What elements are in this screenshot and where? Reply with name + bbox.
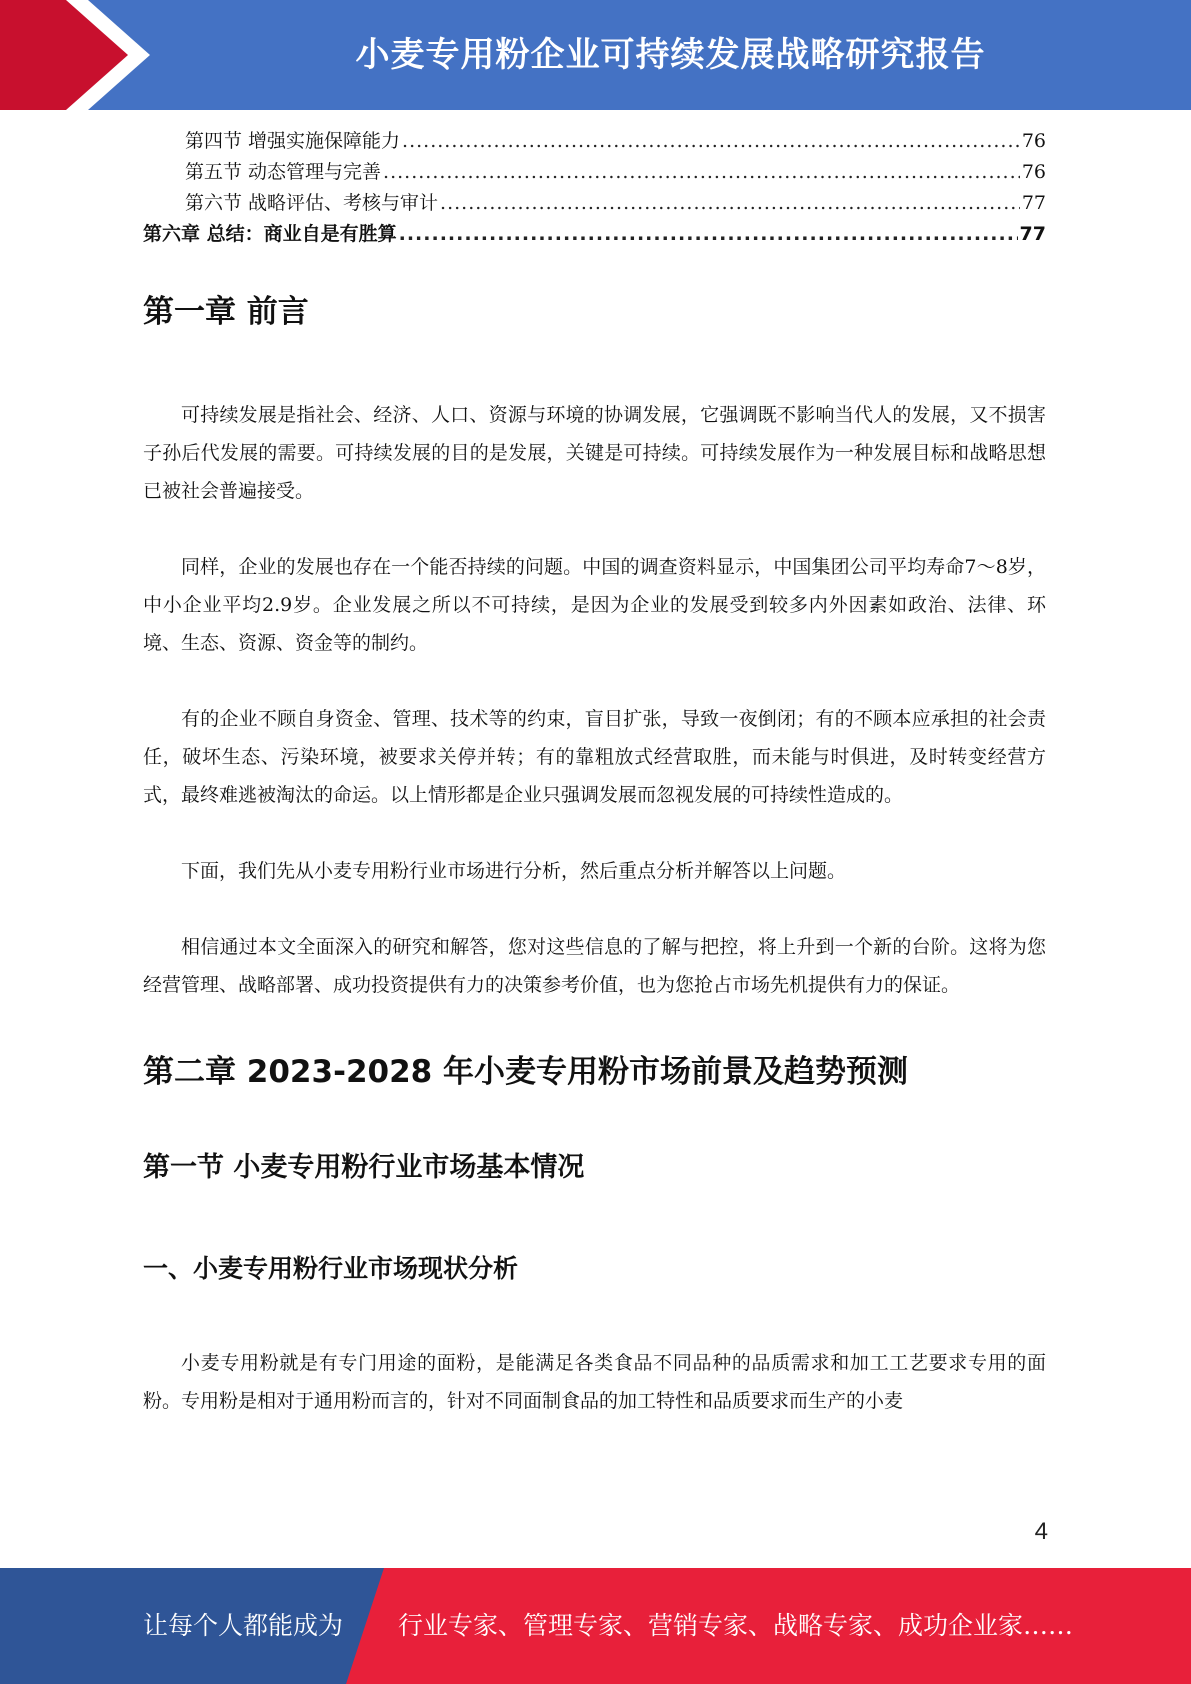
toc-entry-page: 76	[1021, 130, 1046, 152]
toc-entry-title: 第五节 动态管理与完善	[185, 161, 382, 183]
paragraph: 同样，企业的发展也存在一个能否持续的问题。中国的调查资料显示，中国集团公司平均寿命7～8岁，中小企业平均2.9岁。企业发展之所以不可持续，是因为企业的发展受到较多内外因素如政治、法律、环境、生态、资源、资金等的制约。	[143, 556, 1046, 654]
paragraph: 相信通过本文全面深入的研究和解答，您对这些信息的了解与把控，将上升到一个新的台阶。这将为您经营管理、战略部署、成功投资提供有力的决策参考价值，也为您抢占市场先机提供有力的保证。	[143, 936, 1046, 996]
paragraph: 可持续发展是指社会、经济、人口、资源与环境的协调发展，它强调既不影响当代人的发展，又不损害子孙后代发展的需要。可持续发展的目的是发展，关键是可持续。可持续发展作为一种发展目标和战略思想已被社会普遍接受。	[143, 404, 1046, 502]
toc-entry-page: 77	[1019, 223, 1046, 245]
footer-slogan-left: 让每个人都能成为	[143, 1611, 344, 1640]
toc-entry[interactable]	[143, 126, 1046, 157]
toc-dot-leader	[383, 157, 1020, 188]
toc-dot-leader	[399, 219, 1018, 250]
toc-entry[interactable]	[143, 219, 1046, 250]
paragraph: 下面，我们先从小麦专用粉行业市场进行分析，然后重点分析并解答以上问题。	[181, 860, 847, 882]
toc-dot-leader	[402, 126, 1020, 157]
paragraph: 小麦专用粉就是有专门用途的面粉，是能满足各类食品不同品种的品质需求和加工工艺要求专用的面粉。专用粉是相对于通用粉而言的，针对不同面制食品的加工特性和品质要求而生产的小麦	[143, 1352, 1046, 1412]
subsection-heading: 一、小麦专用粉行业市场现状分析	[143, 1254, 519, 1283]
header-arrow-graphic	[0, 0, 160, 110]
chapter-1-heading: 第一章 前言	[143, 294, 309, 330]
table-of-contents	[143, 126, 1046, 250]
paragraph: 有的企业不顾自身资金、管理、技术等的约束，盲目扩张，导致一夜倒闭；有的不顾本应承担的社会责任，破坏生态、污染环境，被要求关停并转；有的靠粗放式经营取胜，而未能与时俱进，及时转变经营方式，最终难逃被淘汰的命运。以上情形都是企业只强调发展而忽视发展的可持续性造成的。	[143, 708, 1046, 806]
toc-dot-leader	[440, 188, 1020, 219]
toc-entry-page: 77	[1021, 192, 1046, 214]
report-title: 小麦专用粉企业可持续发展战略研究报告	[355, 35, 986, 75]
toc-entry-title: 第六节 战略评估、考核与审计	[185, 192, 439, 214]
toc-entry-page: 76	[1021, 161, 1046, 183]
chapter-2-heading: 第二章 2023-2028 年小麦专用粉市场前景及趋势预测	[143, 1054, 909, 1090]
page-header-band	[0, 0, 1191, 110]
toc-entry-title: 第六章 总结：商业自是有胜算	[143, 223, 397, 245]
toc-entry-title: 第四节 增强实施保障能力	[185, 130, 401, 152]
toc-entry[interactable]	[143, 188, 1046, 219]
section-heading: 第一节 小麦专用粉行业市场基本情况	[143, 1152, 585, 1183]
toc-entry[interactable]	[143, 157, 1046, 188]
footer-slogan-right: 行业专家、管理专家、营销专家、战略专家、成功企业家……	[398, 1611, 1074, 1640]
page-footer-band	[0, 1568, 1191, 1684]
document-body	[143, 126, 1046, 1420]
page-number: 4	[1034, 1518, 1048, 1545]
